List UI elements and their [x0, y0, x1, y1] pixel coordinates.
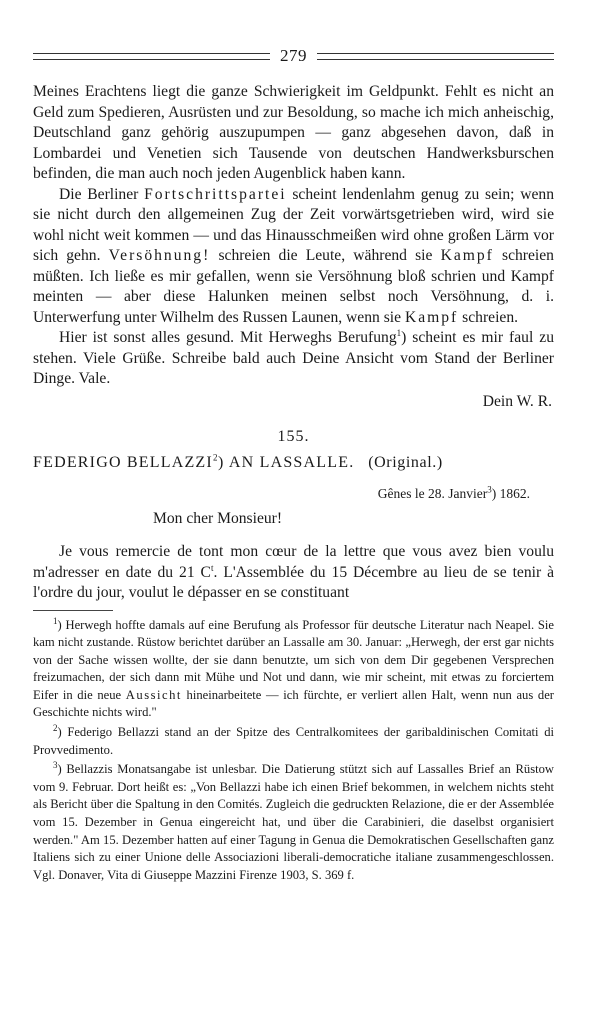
signature: Dein W. R. — [482, 392, 552, 410]
letter-heading-sender: FEDERIGO BELLAZZI — [33, 454, 213, 471]
footnote-3-mark: 3 — [53, 760, 58, 771]
spaced-term-fortschrittspartei: Fortschrittspartei — [144, 185, 287, 203]
letter-body-text-a: Je vous remercie de tont mon cœur de la lettre que vous avez bien voulu m'adresser en date du 21 C — [33, 543, 554, 581]
footnote-1-text-b: hineinarbeitete — ich fürchte, er verliert allen Halt, wenn nun aus der Geschichte nichts wird." — [33, 687, 554, 720]
footnote-2-mark: 2 — [53, 722, 58, 733]
letter-dateline — [33, 486, 554, 502]
footnote-2 — [33, 724, 554, 759]
spaced-term-kampf-2: Kampf — [404, 308, 459, 326]
footnote-ref-1: 1 — [396, 327, 402, 338]
footnotes — [33, 617, 554, 885]
paragraph-2-text-c: scheint lendenlahm genug zu sein; wenn sie nicht durch den allgemeinen Zug der Zeit vorwärtsgetrieben wird, wird sie wohl nicht weit kommen — und das Hinausschmeißen wird ohne großen Lärm vor sich gehn. — [33, 185, 554, 264]
paragraph-2-text-g: schreien müßten. Ich ließe es mir gefallen, wenn sie Versöhnung bloß schrien und Kampf meinten — aber diese Halunken meinen selbst noch Versöhnung, d. i. Unterwerfung unter Wilhelm des Russen Launen, wenn sie — [33, 247, 554, 326]
letter-body — [33, 542, 554, 604]
superscript-t: t — [210, 562, 214, 573]
letter-number: 155. — [277, 428, 310, 445]
main-text — [33, 82, 554, 604]
book-page — [33, 44, 554, 884]
page-number: 279 — [280, 46, 307, 65]
paragraph-3 — [33, 328, 554, 390]
footnote-ref-2: 2 — [212, 452, 219, 463]
salutation: Mon cher Monsieur! — [153, 510, 283, 527]
letter-heading-note: (Original.) — [368, 454, 443, 471]
dateline-text-b: ) 1862. — [491, 486, 530, 501]
header-rule-left — [33, 53, 270, 60]
paragraph-1-text: Meines Erachtens liegt die ganze Schwierigkeit im Geldpunkt. Fehlt es nicht an Geld zum Spedieren, Ausrüsten und zur Besoldung, so mache ich mich anheischig, Deutschland ganz gehörig auszupumpen — ganz abgesehen davon, daß in Lombardei und Venetien sich Tausende von deutschen Handwerksburschen befinden, die man auch noch jeden Augenblick haben kann. — [33, 83, 554, 182]
spaced-term-kampf: Kampf — [440, 247, 494, 264]
dateline-text-a: Gênes le 28. Janvier — [377, 486, 488, 501]
paragraph-3-text-b: ) scheint es mir faul zu stehen. Viele Grüße. Schreibe bald auch Deine Ansicht vom Stand der Berliner Dinge. Vale. — [33, 329, 554, 387]
footnote-3 — [33, 761, 554, 884]
paragraph-3-text-a: Hier ist sonst alles gesund. Mit Herweghs Berufung — [59, 329, 397, 346]
letter-heading — [33, 454, 554, 472]
footnote-3-text: ) Bellazzis Monatsangabe ist unlesbar. Die Datierung stützt sich auf Lassalles Brief an Rüstow vom 9. Februar. Dort heißt es: „Von Bellazzi habe ich einen Brief bekommen, in welchem nichts steht als Bericht über die Spaltung in den Comités. Zugleich die gedruckten Relazione, die er der Assemblée vom 15. Dezember in Genua eingereicht hat, und über die Carabinieri, die daselbst organisiert werden." Am 15. Dezember hatten auf einer Tagung in Genua die Demokratischen Gesellschaften ganz Italiens sich zu einer Unione delle Associazioni liberali-democratiche italiane zusammengeschlossen. Vgl. Donaver, Vita di Giuseppe Mazzini Firenze 1903, S. 369 f. — [33, 762, 554, 882]
paragraph-2 — [33, 185, 554, 329]
page-header — [33, 44, 554, 68]
footnote-2-text: ) Federigo Bellazzi stand an der Spitze des Centralkomitees der garibaldinischen Comitati di Provvedimento. — [33, 725, 554, 757]
header-rule-right — [317, 53, 554, 60]
letter-heading-recipient: ) AN LASSALLE. — [218, 454, 355, 471]
paragraph-2-text-e: schreien die Leute, während sie — [210, 247, 441, 264]
paragraph-2-text-i: schreien. — [458, 308, 519, 326]
letter-body-text-b: . L'Assemblée du 15 Décembre au lieu de se tenir à l'ordre du jour, voulut le dépasser en se constituant — [33, 563, 555, 601]
spaced-term-aussicht: Aussicht — [125, 687, 182, 702]
paragraph-2-text-a: Die Berliner — [59, 185, 145, 203]
footnote-1-text-a: ) Herwegh hoffte damals auf eine Berufung als Professor für deutsche Literatur nach Neapel. Sie kam nicht zustande. Rüstow berichtet darüber an Lassalle am 30. Januar: „Herwegh, der erst gar nichts von der Sache wissen wollte, der sie dann benutzte, um sich von dem Dir gegebenen Versprechen freizumachen, der sich dann mit Mühe und Not und dann, wie mir scheint, mit etwas zu forciertem Eifer in die neue — [33, 617, 554, 702]
paragraph-1 — [33, 82, 554, 185]
spaced-term-versoehnung: Versöhnung! — [108, 247, 211, 264]
footnote-1-mark: 1 — [53, 615, 58, 626]
footnote-rule — [33, 610, 113, 611]
footnote-ref-3: 3 — [487, 484, 492, 495]
footnote-1 — [33, 617, 554, 723]
